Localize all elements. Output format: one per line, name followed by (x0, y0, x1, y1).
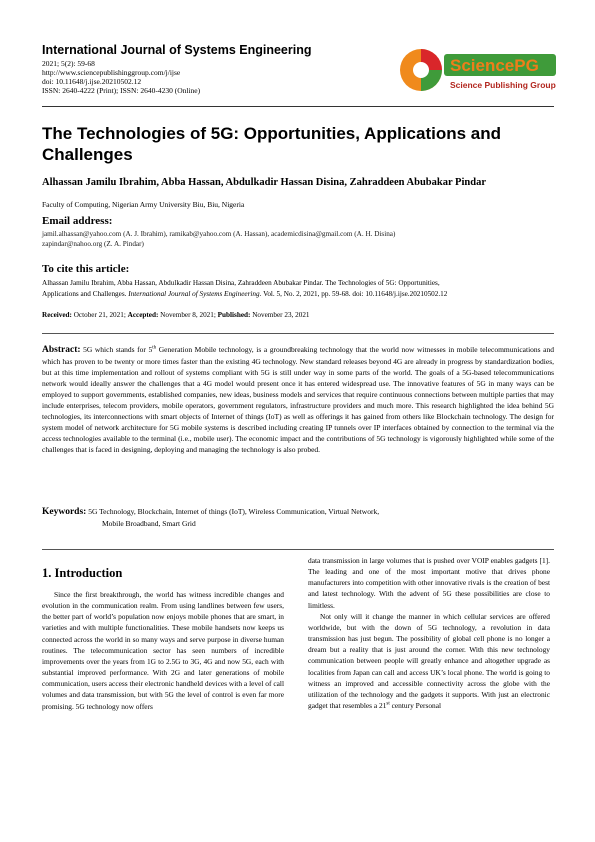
keywords-line-1: 5G Technology, Blockchain, Internet of things (IoT), Wireless Communication, Virtual Network, (88, 507, 380, 516)
abstract-divider (42, 333, 554, 334)
citation-journal: International Journal of Systems Engineering. (128, 290, 262, 298)
abstract-text-1: 5G which stands for 5 (83, 345, 153, 354)
logo-brand-text: SciencePG (450, 56, 539, 75)
intro-left-paragraph: Since the first breakthrough, the world has witness incredible changes and evolution in the communication realm. From using landlines between few users, the better part of world’s population now enjoys mobile phones that are smart, in varieties and with multiple functionalities. These mobile handsets now keeps us connected across the world in so many ways and serve purpose in diverse human routines. The telecommunication sector has seen numbers of incredible improvements over the years from 1G to 2.5G to 3G, 4G and now 5G, each with substantial improved performance. With 2G and later generations of mobile communication, users access their electronic handheld devices with a level of call volumes and data transmission, but with 5G the level of control is even far more promising. 5G technology now offers (42, 590, 284, 711)
keywords-line-2: Mobile Broadband, Smart Grid (102, 519, 196, 528)
intro-right-text-a: Not only will it change the manner in which cellular services are offered worldwide, but with the down of 5G technology, a revolution in data transmission has just begun. The possibility of global cell phone is no longer a dream but a reality that is just around the corner. With this new technology communication between people will greatly enhance and altogether upgrade as localities from Japan can call and access UK’s local phone. The world is going to witness an improved and accessible connectivity across the globe with the utilization of the technology and the gadgets it supports. With just an electronic gadget that resembles a 21 (308, 611, 550, 711)
citation-volume[interactable]: Vol. 5, No. 2, 2021, pp. 59-68. doi: 10.11648/j.ijse.20210502.12 (263, 290, 448, 298)
received-label: Received: (42, 311, 72, 319)
abstract (42, 344, 554, 455)
logo-center (413, 62, 429, 78)
keywords-label: Keywords: (42, 507, 87, 517)
intro-right-paragraph-1: data transmission in large volumes that is pushed over VOIP enables gadgets [1]. The leading and one of the most important motive that drives phone manufacturers into competition with other innovative rivals is the creation of best and latest technology. With the advent of 5G these possibilities are close to limitless. (308, 556, 550, 610)
citation-title-part: Applications and Challenges. (42, 290, 127, 298)
paper-title-line-2: Challenges (42, 145, 133, 164)
citation-line-1: Alhassan Jamilu Ibrahim, Abba Hassan, Abdulkadir Hassan Disina, Zahraddeen Abubakar Pindar. The Technologies of 5G: Opportunities, (42, 279, 440, 287)
abstract-text-2: Generation Mobile technology, is a groundbreaking technology that the world now witnesses in mobile telecommunications and which has proven to be twenty or more times faster than the existing 4G technology. New standard releases beyond 4G are already in progress by standardization bodies, but at this time implementation and rollout of systems compliant with 5G is still under way in some parts of the world. The goals of a 5G-based telecommunications network would ideally answer the challenges that a 4G model would present once it has entered widespread use. The innovative features of 5G in many ways can be employed to support governments, established companies, new ideas, business models and services that require continuous connections between multiple parties that may include enterprises, telecom providers, mobile operators, government regulators, infrastructure providers and much more. This research highlighted the idea behind 5G technologies, its interconnections with smart objects of Internet of things (IoT) as well as offerings it has gained from others like Blockchain technology. The design for system model of network architecture for 5G mobile systems is described including creating IP tunnels over IP interfaces obtained by connection to the terminal via the access technologies available to the terminal (i.e., mobile user). The economic impact and the contributions of 5G technology is vigorously highlighted while some of the challenges that is faced in designing, deploying and managing the technology is also probed. (42, 345, 555, 455)
sciencepg-logo-icon (398, 44, 558, 96)
intro-right-text-b: century Personal (389, 701, 442, 711)
keywords (42, 506, 554, 529)
intro-heading: 1. Introduction (42, 566, 123, 580)
intro-right-paragraph-2 (308, 611, 550, 711)
affiliation: Faculty of Computing, Nigerian Army University Biu, Biu, Nigeria (42, 200, 245, 209)
received-date: October 21, 2021; (73, 311, 126, 319)
right-column (308, 555, 550, 711)
logo-tagline: Science Publishing Group (450, 80, 556, 90)
publication-dates (42, 310, 554, 320)
paper-title-line-1: The Technologies of 5G: Opportunities, Applications and (42, 124, 502, 143)
journal-url[interactable]: http://www.sciencepublishinggroup.com/j/ijse (42, 68, 181, 77)
abstract-sup: th (152, 345, 157, 351)
journal-title: International Journal of Systems Engineering (42, 43, 312, 57)
accepted-date: November 8, 2021; (160, 311, 216, 319)
journal-issn: ISSN: 2640-4222 (Print); ISSN: 2640-4230 (Online) (42, 86, 201, 95)
header-divider (42, 106, 554, 107)
sciencepg-logo (398, 44, 558, 96)
email-heading: Email address: (42, 215, 113, 227)
journal-doi: doi: 10.11648/j.ijse.20210502.12 (42, 77, 142, 86)
citation-heading: To cite this article: (42, 263, 130, 275)
accepted-label: Accepted: (127, 311, 159, 319)
left-column (42, 589, 284, 712)
body-divider (42, 549, 554, 550)
email-line-2[interactable]: zapindar@nahoo.org (Z. A. Pindar) (42, 240, 144, 248)
paper-title (42, 123, 554, 165)
published-date: November 23, 2021 (252, 311, 310, 319)
author-list: Alhassan Jamilu Ibrahim, Abba Hassan, Abdulkadir Hassan Disina, Zahraddeen Abubakar Pindar (42, 177, 486, 188)
published-label: Published: (217, 311, 251, 319)
abstract-label: Abstract: (42, 345, 81, 355)
intro-right-sup: st (386, 701, 390, 707)
journal-volume: 2021; 5(2): 59-68 (42, 59, 95, 68)
citation-line-2 (42, 289, 554, 299)
email-line-1[interactable]: jamil.alhassan@yahoo.com (A. J. Ibrahim), ramikab@yahoo.com (A. Hassan), academicdisina@gmail.com (A. H. Disina) (42, 230, 396, 238)
